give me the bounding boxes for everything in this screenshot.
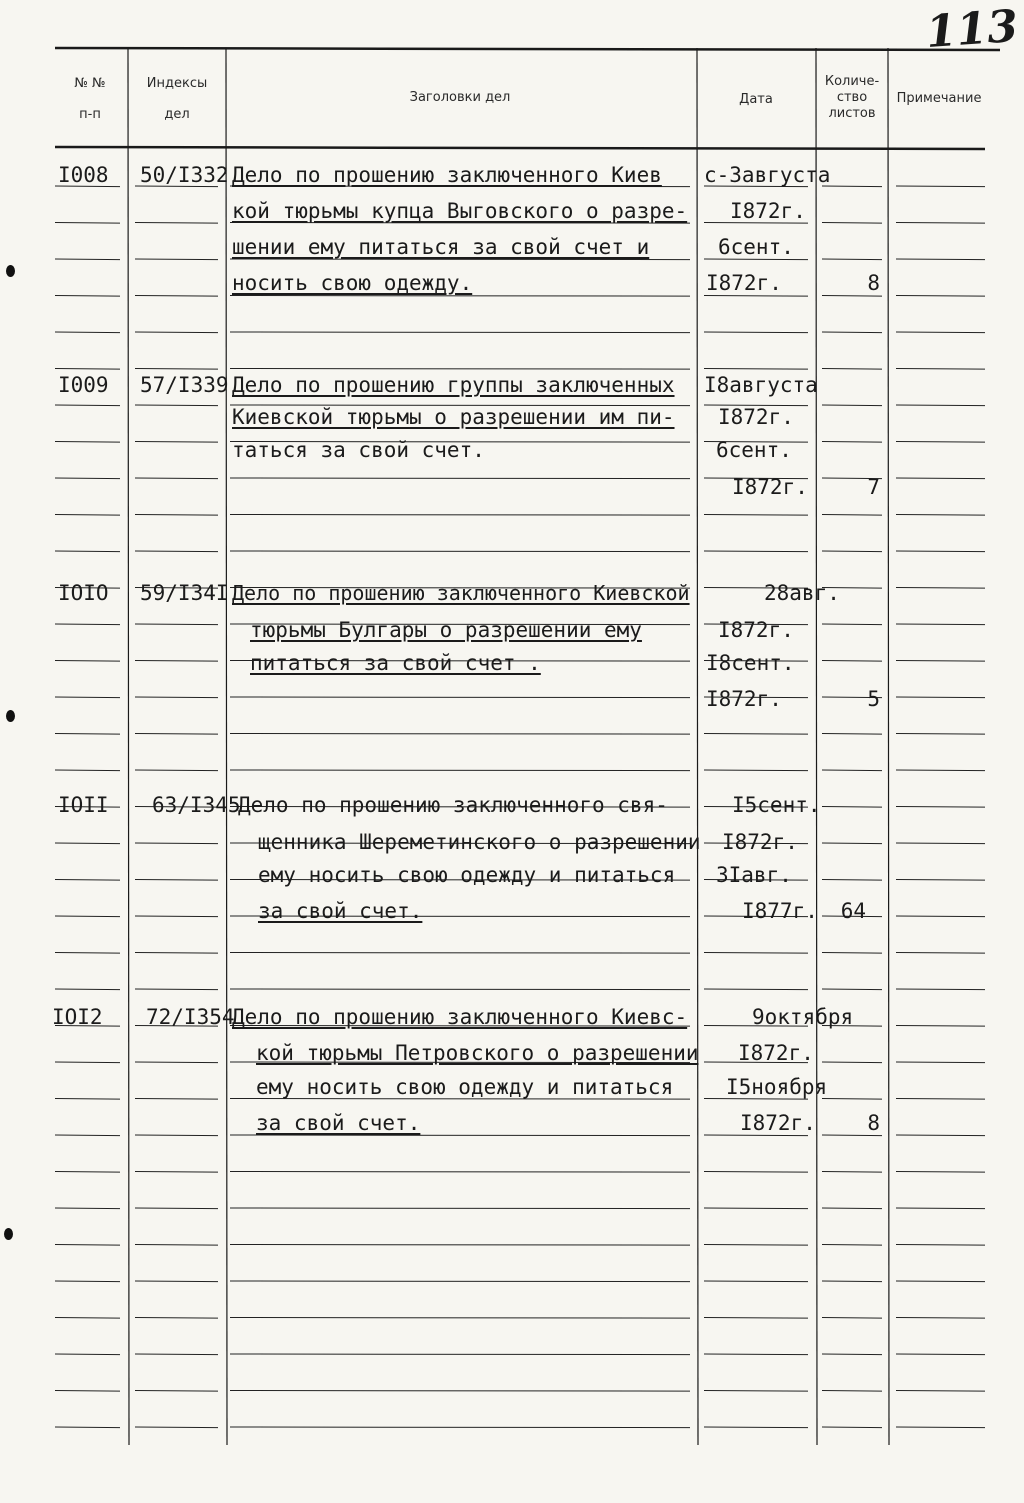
form-rule-line xyxy=(230,551,690,552)
form-rule-line xyxy=(135,1062,218,1063)
form-rule-line xyxy=(704,734,808,735)
entry-title-line: шении ему питаться за свой счет и xyxy=(232,235,650,259)
form-rule-line xyxy=(896,478,985,479)
entry-title-line: Дело по прошению заключенного свя- xyxy=(238,793,668,817)
form-rule-line xyxy=(704,1172,808,1173)
entry-number: IOI2 xyxy=(52,1005,103,1029)
entry-index: 57/I339 xyxy=(140,373,229,397)
entry-date-line: I872г. xyxy=(718,405,794,429)
form-rule-line xyxy=(822,1391,882,1392)
form-rule-line xyxy=(230,478,690,479)
form-rule-line xyxy=(55,1135,120,1136)
form-rule-line xyxy=(55,1354,120,1355)
form-rule-line xyxy=(55,734,120,735)
entry-number: I009 xyxy=(58,373,109,397)
form-rule-line xyxy=(896,332,985,333)
form-rule-line xyxy=(55,624,120,625)
form-rule-line xyxy=(135,843,218,844)
form-rule-line xyxy=(230,1208,690,1209)
form-rule-line xyxy=(55,332,120,333)
entry-title-line: таться за свой счет. xyxy=(232,438,485,462)
form-rule-line xyxy=(896,697,985,698)
form-rule-line xyxy=(896,1172,985,1173)
form-rule-line xyxy=(230,770,690,771)
header-num-line: п-п xyxy=(79,107,101,122)
entry-number: I008 xyxy=(58,163,109,187)
entry-title-line: кой тюрьмы купца Выговского о разре- xyxy=(232,199,688,223)
entry-index: 50/I332 xyxy=(140,163,229,187)
form-rule-line xyxy=(822,1281,882,1282)
form-rule-line xyxy=(896,405,985,406)
entry-date-line: I872г. xyxy=(732,475,808,499)
form-rule-line xyxy=(230,515,690,516)
form-rule-line xyxy=(704,551,808,552)
entry-date-line: 3Iавг. xyxy=(716,863,792,887)
form-rule-line xyxy=(896,624,985,625)
form-rule-line xyxy=(822,770,882,771)
form-rule-line xyxy=(230,332,690,333)
form-rule-line xyxy=(704,1245,808,1246)
form-rule-line xyxy=(135,223,218,224)
form-rule-line xyxy=(896,1062,985,1063)
entry-date-line: I8сент. xyxy=(706,651,795,675)
form-rule-line xyxy=(135,734,218,735)
form-rule-line xyxy=(896,186,985,187)
form-rule-line xyxy=(135,369,218,370)
form-rule-line xyxy=(135,515,218,516)
entry-title-line: за свой счет. xyxy=(258,899,423,923)
form-rule-line xyxy=(822,223,882,224)
form-rule-line xyxy=(135,1354,218,1355)
form-rule-line xyxy=(55,1318,120,1319)
entry-date-line: I872г. xyxy=(706,271,782,295)
form-rule-line xyxy=(822,186,882,187)
form-rule-line xyxy=(896,588,985,589)
form-rule-line xyxy=(822,405,882,406)
entry-title-line: Дело по прошению заключенного Киевс- xyxy=(232,1005,688,1029)
form-rule-line xyxy=(822,1245,882,1246)
form-rule-line xyxy=(822,1099,882,1100)
entry-date-line: с-3августа xyxy=(704,163,831,187)
form-rule-line xyxy=(135,1099,218,1100)
form-rule-line xyxy=(230,1172,690,1173)
form-rule-line xyxy=(55,1427,120,1428)
form-rule-line xyxy=(55,515,120,516)
form-rule-line xyxy=(135,697,218,698)
form-rule-line xyxy=(135,916,218,917)
form-rule-line xyxy=(55,1391,120,1392)
form-rule-line xyxy=(822,880,882,881)
form-rule-line xyxy=(704,989,808,990)
header-num-line: № № xyxy=(74,76,106,91)
entry-page-count: 64 xyxy=(840,899,866,923)
form-rule-line xyxy=(55,880,120,881)
form-rule-line xyxy=(55,953,120,954)
form-rule-line xyxy=(896,551,985,552)
form-rule-line xyxy=(704,1208,808,1209)
header-date: Дата xyxy=(739,92,773,107)
form-rule-line xyxy=(896,1208,985,1209)
form-rule-line xyxy=(55,369,120,370)
form-rule-line xyxy=(822,807,882,808)
header-count xyxy=(816,74,888,122)
entry-date-line: I872г. xyxy=(722,830,798,854)
form-rule-line xyxy=(822,259,882,260)
header-count-line: листов xyxy=(828,106,876,121)
entry-title-line: ему носить свою одежду и питаться xyxy=(258,863,676,887)
entry-title-line: Дело по прошению заключенного Киевской xyxy=(232,581,690,605)
entry-page-count: 5 xyxy=(867,687,880,711)
form-rule-line xyxy=(135,989,218,990)
form-rule-line xyxy=(896,1427,985,1428)
entry-date-line: I5сент. xyxy=(732,793,821,817)
entry-date-line: 9октября xyxy=(752,1005,854,1029)
entry-date-line: I872г. xyxy=(730,199,806,223)
form-rule-line xyxy=(55,697,120,698)
form-rule-line xyxy=(896,807,985,808)
header-index-line: дел xyxy=(164,107,190,122)
form-rule-line xyxy=(896,296,985,297)
form-rule-line xyxy=(822,661,882,662)
form-rule-line xyxy=(135,953,218,954)
form-rule-line xyxy=(704,332,808,333)
form-rule-line xyxy=(822,989,882,990)
form-rule-line xyxy=(55,1172,120,1173)
entry-title-line: Дело по прошению группы заключенных xyxy=(232,373,675,397)
form-rule-line xyxy=(822,1318,882,1319)
form-rule-line xyxy=(704,953,808,954)
form-rule-line xyxy=(230,1354,690,1355)
entry-date-line: I872г. xyxy=(718,618,794,642)
form-rule-line xyxy=(230,1391,690,1392)
header-index-line: Индексы xyxy=(146,76,208,91)
entry-page-count: 7 xyxy=(867,475,880,499)
form-rule-line xyxy=(896,734,985,735)
header-num xyxy=(58,74,122,124)
form-rule-line xyxy=(704,1318,808,1319)
form-rule-line xyxy=(55,296,120,297)
form-rule-line xyxy=(230,369,690,370)
entry-page-count: 8 xyxy=(867,271,880,295)
form-rule-line xyxy=(55,442,120,443)
form-rule-line xyxy=(230,1427,690,1428)
form-rule-line xyxy=(55,223,120,224)
entry-index: 72/I354 xyxy=(146,1005,235,1029)
form-rule-line xyxy=(135,1281,218,1282)
entry-title-line: ему носить свою одежду и питаться xyxy=(256,1075,674,1099)
form-rule-line xyxy=(55,259,120,260)
form-rule-line xyxy=(135,661,218,662)
form-rule-line xyxy=(896,1318,985,1319)
form-rule-line xyxy=(230,697,690,698)
form-rule-line xyxy=(135,624,218,625)
form-rule-line xyxy=(230,734,690,735)
form-rule-line xyxy=(896,770,985,771)
form-rule-line xyxy=(55,1062,120,1063)
form-rule-line xyxy=(55,989,120,990)
form-rule-line xyxy=(55,1208,120,1209)
form-rule-line xyxy=(822,1427,882,1428)
form-rule-line xyxy=(896,369,985,370)
form-rule-line xyxy=(896,1245,985,1246)
entry-date-line: I872г. xyxy=(740,1111,816,1135)
header-count-line: ство xyxy=(836,90,868,105)
entry-index: 63/I345 xyxy=(152,793,241,817)
form-rule-line xyxy=(135,478,218,479)
entry-title-line: кой тюрьмы Петровского о разрешении xyxy=(256,1041,699,1065)
entry-date-line: I872г. xyxy=(738,1041,814,1065)
form-rule-line xyxy=(896,515,985,516)
form-rule-line xyxy=(135,259,218,260)
entry-title-line: щенника Шереметинского о разрешении xyxy=(258,830,701,854)
form-rule-line xyxy=(896,880,985,881)
form-rule-line xyxy=(896,1281,985,1282)
form-rule-line xyxy=(896,989,985,990)
folio-number: 113 xyxy=(924,0,1020,59)
form-rule-line xyxy=(822,953,882,954)
entry-title-line: Киевской тюрьмы о разрешении им пи- xyxy=(232,405,675,429)
entry-page-count: 8 xyxy=(867,1111,880,1135)
entry-title-line: питаться за свой счет . xyxy=(250,651,541,675)
form-rule-line xyxy=(704,369,808,370)
form-rule-line xyxy=(704,515,808,516)
form-rule-line xyxy=(896,1391,985,1392)
form-rule-line xyxy=(55,661,120,662)
form-rule-line xyxy=(822,1062,882,1063)
entry-date-line: 28авг. xyxy=(764,581,840,605)
entry-title-line: носить свою одежду. xyxy=(232,271,473,295)
form-rule-line xyxy=(822,369,882,370)
punch-hole-mark xyxy=(6,710,15,722)
form-rule-line xyxy=(896,1026,985,1027)
form-rule-line xyxy=(704,1281,808,1282)
form-rule-line xyxy=(135,1391,218,1392)
form-rule-line xyxy=(704,1354,808,1355)
form-rule-line xyxy=(822,1172,882,1173)
form-rule-line xyxy=(135,332,218,333)
form-rule-line xyxy=(135,770,218,771)
form-rule-line xyxy=(822,1208,882,1209)
form-rule-line xyxy=(230,1318,690,1319)
form-rule-line xyxy=(822,515,882,516)
entry-index: 59/I34I xyxy=(140,581,229,605)
form-rule-line xyxy=(135,1135,218,1136)
form-rule-line xyxy=(135,551,218,552)
punch-hole-mark xyxy=(6,265,15,277)
entry-date-line: I872г. xyxy=(706,687,782,711)
entry-date-line: I5ноября xyxy=(726,1075,828,1099)
form-rule-line xyxy=(55,478,120,479)
entry-date-line: 6сент. xyxy=(716,438,792,462)
form-rule-line xyxy=(704,770,808,771)
form-rule-line xyxy=(135,1318,218,1319)
form-rule-line xyxy=(135,1208,218,1209)
form-rule-line xyxy=(135,1172,218,1173)
header-count-line: Количе- xyxy=(824,74,880,89)
entry-title-line: тюрьмы Булгары о разрешении ему xyxy=(250,618,642,642)
form-rule-line xyxy=(822,843,882,844)
form-rule-line xyxy=(230,1281,690,1282)
form-rule-line xyxy=(135,880,218,881)
form-rule-line xyxy=(55,1099,120,1100)
form-rule-line xyxy=(896,259,985,260)
form-rule-line xyxy=(896,953,985,954)
form-rule-line xyxy=(896,442,985,443)
entry-date-line: 6сент. xyxy=(718,235,794,259)
entry-title-line: за свой счет. xyxy=(256,1111,421,1135)
form-rule-line xyxy=(896,1354,985,1355)
form-rule-line xyxy=(896,1099,985,1100)
form-rule-line xyxy=(55,916,120,917)
form-rule-line xyxy=(55,1281,120,1282)
entry-title-line: Дело по прошению заключенного Киев xyxy=(232,163,662,187)
form-rule-line xyxy=(230,1245,690,1246)
form-rule-line xyxy=(822,442,882,443)
form-rule-line xyxy=(822,624,882,625)
entry-date-line: I877г. xyxy=(742,899,818,923)
form-rule-line xyxy=(135,1245,218,1246)
entry-number: IOII xyxy=(58,793,109,817)
form-rule-line xyxy=(822,1354,882,1355)
form-rule-line xyxy=(896,1135,985,1136)
form-rule-line xyxy=(822,734,882,735)
form-rule-line xyxy=(896,223,985,224)
form-rule-line xyxy=(135,296,218,297)
header-note: Примечание xyxy=(896,91,982,106)
form-rule-line xyxy=(135,442,218,443)
form-rule-line xyxy=(135,405,218,406)
form-rule-line xyxy=(896,843,985,844)
form-rule-line xyxy=(55,551,120,552)
form-rule-line xyxy=(230,989,690,990)
form-rule-line xyxy=(55,770,120,771)
form-rule-line xyxy=(55,843,120,844)
form-rule-line xyxy=(704,1391,808,1392)
form-rule-line xyxy=(704,1427,808,1428)
form-rule-line xyxy=(896,661,985,662)
form-rule-line xyxy=(822,551,882,552)
form-rule-line xyxy=(55,1245,120,1246)
form-rule-line xyxy=(135,1427,218,1428)
entry-date-line: I8августа xyxy=(704,373,818,397)
entry-number: IOIO xyxy=(58,581,109,605)
form-rule-line xyxy=(230,953,690,954)
header-title: Заголовки дел xyxy=(409,90,511,105)
form-rule-line xyxy=(822,332,882,333)
header-index xyxy=(132,74,222,124)
punch-hole-mark xyxy=(4,1228,13,1240)
form-rule-line xyxy=(55,405,120,406)
form-rule-line xyxy=(896,916,985,917)
